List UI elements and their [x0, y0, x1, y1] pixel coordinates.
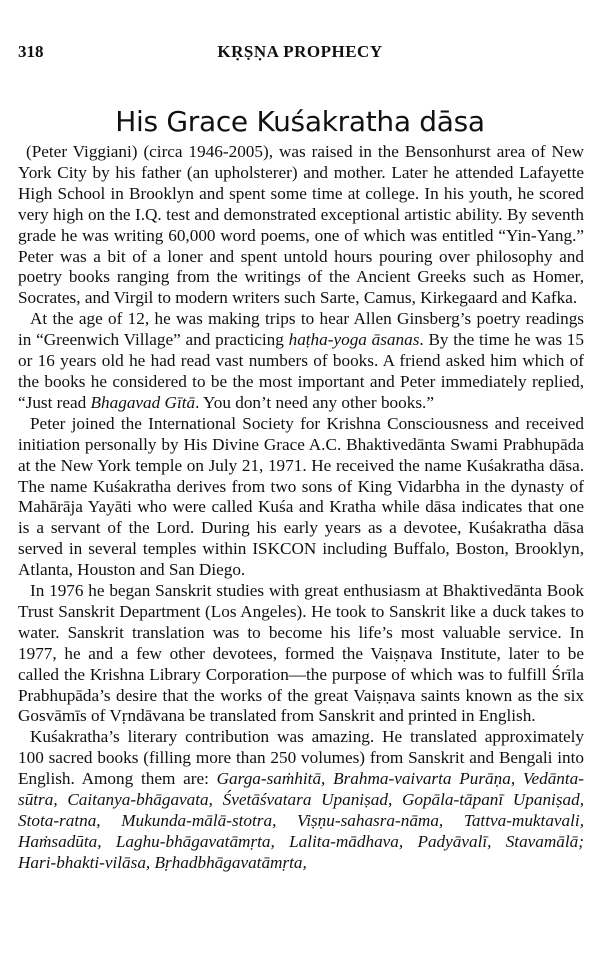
text-run: . By the time he was 15 or 16 years old he had read vast numbers of books. A friend asked him which of the books he considered to be the most important and Peter immediately replied, “Just read [18, 330, 584, 412]
running-head: KṚṢṆA PROPHECY [217, 42, 383, 61]
page-number: 318 [18, 42, 44, 61]
text-run: Peter joined the International Society for Krishna Consciousness and received initiation personally by His Divine Grace A.C. Bhaktivedānta Swami Prabhupāda at the New York temple on July 21, 1971. He received the name Kuśakratha dāsa. The name Kuśakratha derives from two sons of King Vidarbha in the dynasty of Mahārāja Yayāti who were called Kuśa and Kratha while dāsa indicates that one is a servant of the Lord. During his early years as a devotee, Kuśakratha dāsa served in several temples within ISKCON including Buffalo, Boston, Brooklyn, Atlanta, Houston and San Diego. [18, 413, 584, 580]
italic-run: Bhagavad Gītā [90, 392, 196, 412]
paragraph [18, 414, 584, 581]
text-run: In 1976 he began Sanskrit studies with great enthusiasm at Bhaktivedānta Book Trust Sanskrit Department (Los Angeles). He took to Sanskrit like a duck takes to water. Sanskrit translation was to become his life’s most valuable service. In 1977, he and a few other devotees, formed the Vaiṣṇava Institute, later to be called the Krishna Library Corporation—the purpose of which was to fulfill Śrīla Prabhupāda’s desire that the works of the great Vaiṣṇava saints known as the six Gosvāmīs of Vṛndāvana be translated from Sanskrit and printed in English. [18, 581, 584, 726]
text-run: At the age of 12, he was making trips to hear Allen Ginsberg’s poetry readings in “Greenwich Village” and practicing [18, 309, 584, 350]
body-text [18, 142, 584, 874]
text-run: . You don’t need any other books.” [195, 392, 434, 412]
text-run: Kuśakratha’s literary contribution was amazing. He translated approximately 100 sacred books (filling more than 250 volumes) from Sanskrit and Bengali into English. Among them are: [18, 727, 584, 789]
italic-run: Garga-saṁhitā, Brahma-vaivarta Purāṇa, Vedānta-sūtra, Caitanya-bhāgavata, Śvetāśvatara Upaniṣad, Gopāla-tāpanī Upaniṣad, Stota-ratna, Mukunda-mālā-stotra, Viṣṇu-sahasra-nāma, Tattva-muktavali, Haṁsadūta, Laghu-bhāgavatāmṛta, Lalita-mādhava, Padyāvalī, Stavamālā; Hari-bhakti-vilāsa, Bṛhadbhāgavatāmṛta, [18, 769, 584, 872]
paragraph [18, 142, 584, 309]
italic-run: haṭha-yoga āsanas [288, 330, 420, 350]
chapter-title: His Grace Kuśakratha dāsa [115, 104, 485, 138]
paragraph [18, 581, 584, 727]
paragraph [18, 309, 584, 414]
text-run: (Peter Viggiani) (circa 1946-2005), was raised in the Bensonhurst area of New York City by his father (an upholsterer) and mother. Later he attended Lafayette High School in Brooklyn and spent some time at college. In his youth, he scored very high on the I.Q. test and demonstrated exceptional artistic ability. By seventh grade he was writing 60,000 word poems, one of which was entitled “Yin-Yang.” Peter was a bit of a loner and spent untold hours pouring over philosophy and poetry books ranging from the writings of the Ancient Greeks such as Homer, Socrates, and Virgil to modern writers such Sarte, Camus, Kirkegaard and Kafka. [18, 142, 584, 308]
paragraph [18, 727, 584, 873]
page-header [18, 42, 582, 66]
